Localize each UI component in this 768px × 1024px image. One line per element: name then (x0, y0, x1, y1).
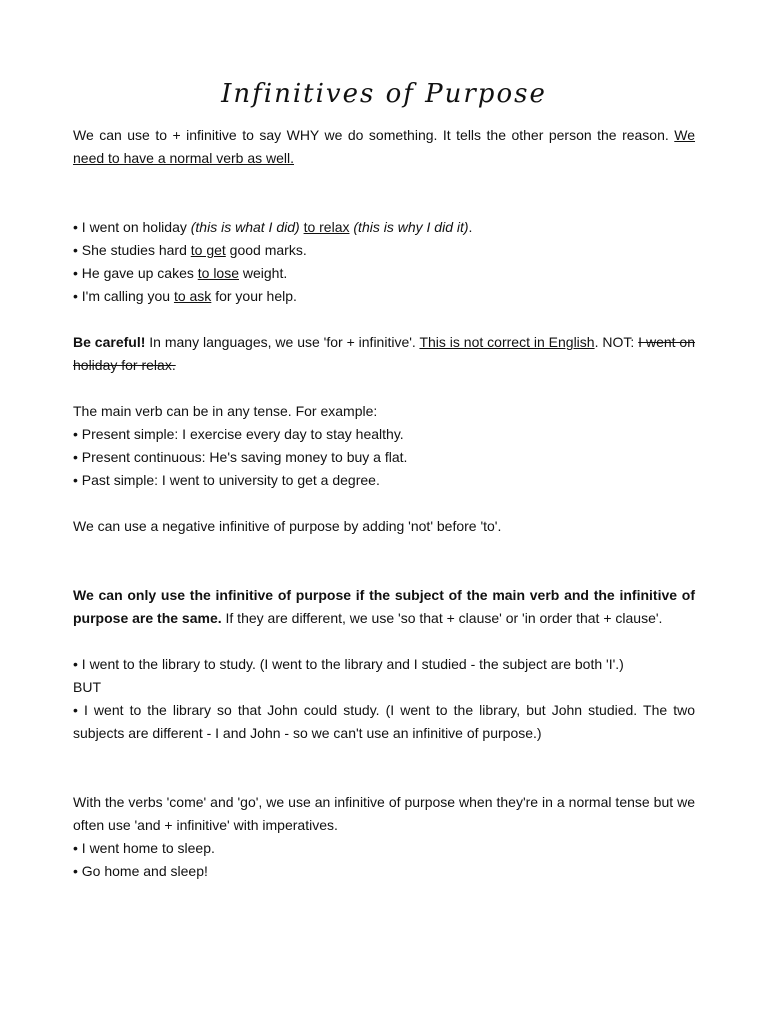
list-item: • Present continuous: He's saving money to buy a flat. (73, 449, 408, 465)
example-infinitive: to relax (303, 219, 350, 235)
example-text: • I'm calling you (73, 288, 171, 304)
example-text: • She studies hard (73, 242, 187, 258)
list-item (73, 262, 695, 285)
careful-struck: I went on holiday for relax. (73, 334, 696, 373)
careful-text: In many languages, we use 'for + infinitive'. (149, 334, 416, 350)
negative-paragraph: We can use a negative infinitive of purpose by adding 'not' before 'to'. (73, 518, 502, 534)
list-item: • I went to the library to study. (I went to the library and I studied - the subject are both 'I'.) (73, 656, 624, 672)
intro-underlined: We need to have a normal verb as well. (73, 127, 696, 166)
example-text: . (468, 219, 473, 235)
examples-list (73, 216, 695, 308)
document-page (73, 74, 695, 883)
example-infinitive: to ask (173, 288, 212, 304)
example-text: • He gave up cakes (73, 265, 194, 281)
tense-intro: The main verb can be in any tense. For example: (73, 403, 378, 419)
comego-paragraph: With the verbs 'come' and 'go', we use an infinitive of purpose when they're in a normal tense but we often use 'and + infinitive' with imperatives. (73, 794, 695, 833)
subject-text: If they are different, we use 'so that + clause' or 'in order that + clause'. (225, 610, 663, 626)
list-item: • Present simple: I exercise every day to stay healthy. (73, 426, 404, 442)
careful-paragraph (73, 331, 695, 377)
example-infinitive: to get (190, 242, 226, 258)
list-item: • Go home and sleep! (73, 863, 208, 879)
but-label: BUT (73, 679, 101, 695)
list-item (73, 285, 695, 308)
careful-not: . NOT: (594, 334, 635, 350)
list-item: • I went home to sleep. (73, 840, 215, 856)
list-item: • I went to the library so that John could study. (I went to the library, but John studied. The two subjects are different - I and John - so we can't use an infinitive of purpose.) (73, 702, 695, 741)
careful-label: Be careful! (73, 334, 146, 350)
subject-bold: We can only use the infinitive of purpose if the subject of the main verb and the infinitive of purpose are the same. (73, 587, 695, 626)
example-text: • I went on holiday (73, 219, 187, 235)
subject-paragraph (73, 584, 695, 630)
list-item (73, 216, 695, 239)
intro-text: We can use to + infinitive to say WHY we do something. It tells the other person the reason. (73, 127, 669, 143)
list-item: • Past simple: I went to university to get a degree. (73, 472, 380, 488)
careful-underlined: This is not correct in English (419, 334, 595, 350)
example-text: for your help. (215, 288, 297, 304)
example-text: weight. (242, 265, 288, 281)
example-note: (this is why I did it) (353, 219, 469, 235)
example-note: (this is what I did) (190, 219, 300, 235)
list-item (73, 239, 695, 262)
intro-paragraph (73, 124, 695, 170)
example-text: good marks. (229, 242, 307, 258)
page-title: Infinitives of Purpose (221, 79, 547, 109)
example-infinitive: to lose (197, 265, 239, 281)
